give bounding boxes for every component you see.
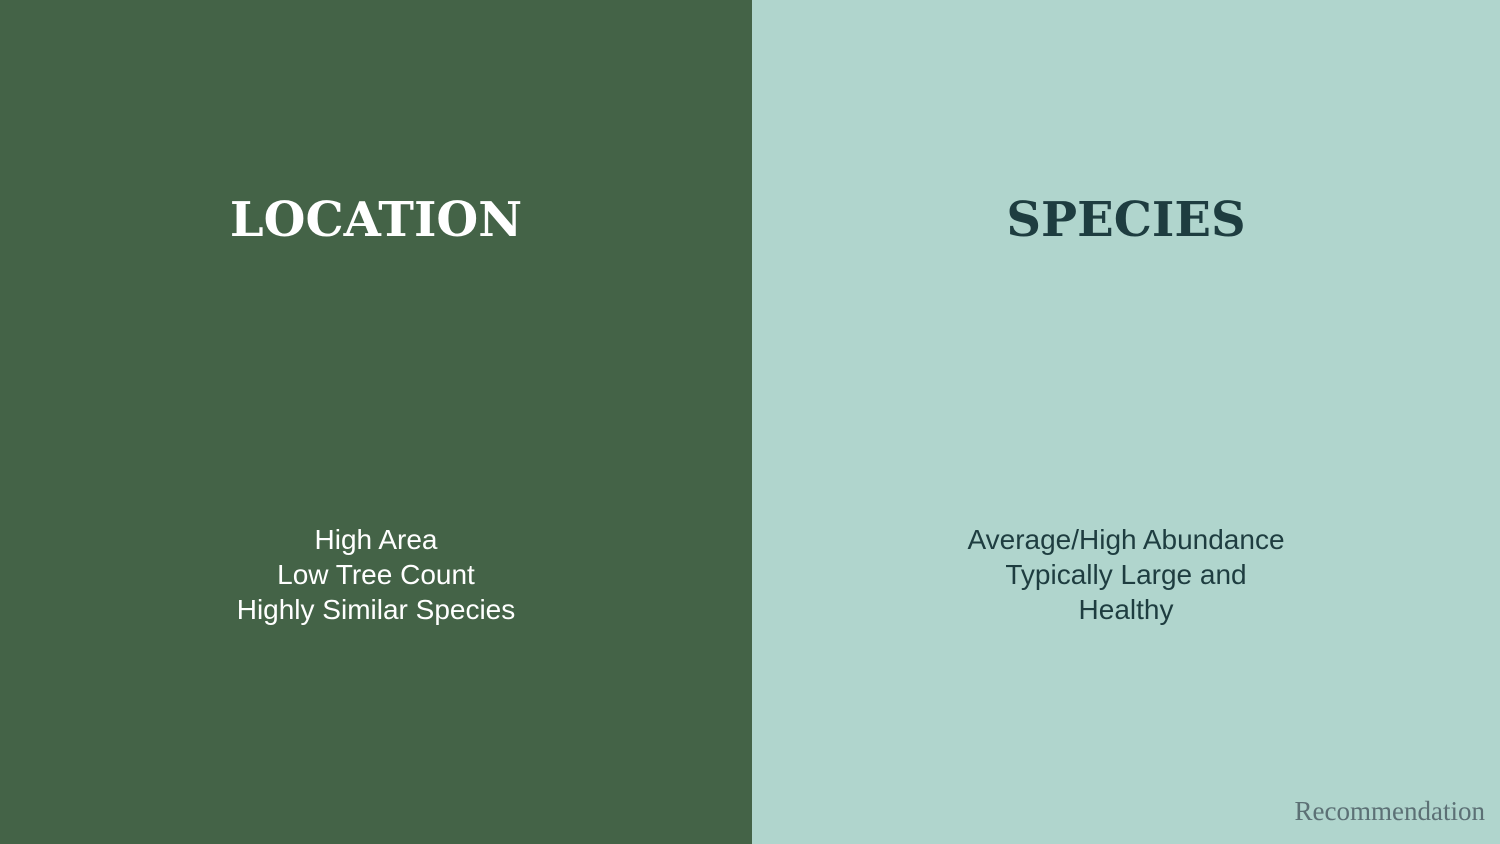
species-details xyxy=(752,522,1500,627)
species-detail-line: Typically Large and xyxy=(1005,559,1247,590)
species-heading: SPECIES xyxy=(1006,192,1246,248)
location-details xyxy=(0,522,752,627)
species-detail-line: Average/High Abundance xyxy=(967,524,1285,555)
section-label: Recommendation xyxy=(1294,796,1485,826)
species-panel xyxy=(752,0,1500,844)
location-detail-line: Highly Similar Species xyxy=(236,594,516,625)
species-detail-line: Healthy xyxy=(1078,594,1174,625)
location-detail-line: Low Tree Count xyxy=(277,559,475,590)
location-detail-line: High Area xyxy=(314,524,438,555)
location-heading: LOCATION xyxy=(229,192,523,248)
